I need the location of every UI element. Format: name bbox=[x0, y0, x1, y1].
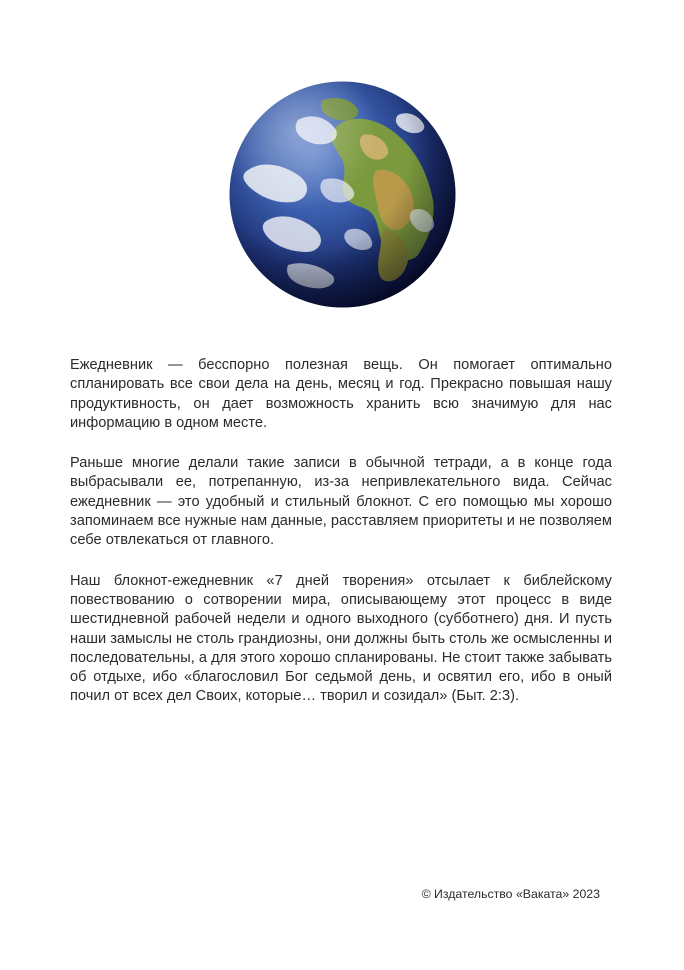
earth-globe-icon bbox=[228, 80, 457, 309]
paragraph-intro: Ежедневник — бесспорно полезная вещь. Он помогает оптимально спланировать все свои дела на день, месяц и год. Прекрасно повышая нашу продуктивность, он дает возможность хранить всю значимую для нас информацию в одном месте. bbox=[70, 357, 612, 431]
earth-globe-illustration bbox=[228, 80, 457, 309]
paragraph-history: Раньше многие делали такие записи в обычной тетради, а в конце года выбрасывали ее, потрепанную, из-за непривлекательного вида. Сейчас ежедневник — это удобный и стильный блокнот. С его помощью мы хорошо запоминаем все нужные нам данные, расставляем приоритеты и не позволяем себе отвлекаться от главного. bbox=[70, 455, 612, 549]
copyright-notice: © Издательство «Ваката» 2023 bbox=[421, 887, 600, 901]
paragraph-creation: Наш блокнот-ежедневник «7 дней творения» отсылает к библейскому повествованию о сотворении мира, описывающему этот процесс в виде шестидневной рабочей недели и одного выходного (субботнего) дня. И пусть наши замыслы не столь грандиозны, они должны быть столь же осмысленны и последовательны, а для этого хорошо спланированы. Не стоит также забывать об отдыхе, ибо «благословил Бог седьмой день, и освятил его, ибо в оный почил от всех дел Своих, которые… творил и созидал» (Быт. 2:3). bbox=[70, 572, 612, 705]
body-text bbox=[70, 356, 612, 728]
